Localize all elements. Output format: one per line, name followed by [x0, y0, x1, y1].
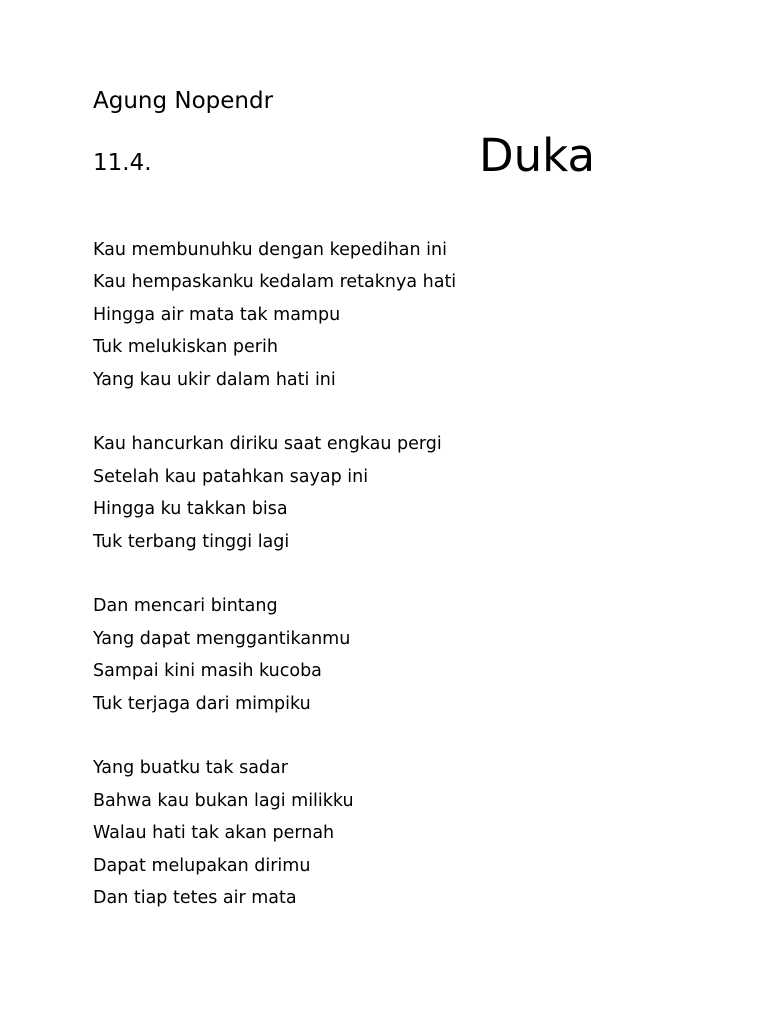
poem-line: Dan tiap tetes air mata	[93, 888, 297, 909]
poem-line: Dapat melupakan dirimu	[93, 855, 311, 876]
poem-title: Duka	[479, 129, 596, 182]
stanza-separator	[93, 396, 713, 428]
poem-line: Hingga ku takkan bisa	[93, 499, 288, 520]
stanza-1	[93, 234, 713, 396]
author-name: Agung Nopendr	[93, 88, 274, 114]
poem-line: Sampai kini masih kucoba	[93, 661, 322, 682]
poem-line: Yang dapat menggantikanmu	[93, 628, 351, 649]
poem-line: Tuk terbang tinggi lagi	[93, 531, 290, 552]
stanza-4	[93, 752, 713, 914]
stanza-2	[93, 428, 713, 558]
stanza-separator	[93, 558, 713, 590]
poem-line: Dan mencari bintang	[93, 596, 278, 617]
poem-line: Tuk melukiskan perih	[93, 337, 278, 358]
poem-date: 11.4.	[93, 150, 152, 176]
poem-line: Walau hati tak akan pernah	[93, 823, 335, 844]
poem-line: Yang buatku tak sadar	[93, 758, 288, 779]
poem-line: Hingga air mata tak mampu	[93, 304, 341, 325]
poem-line: Kau membunuhku dengan kepedihan ini	[93, 240, 447, 260]
poem-body	[93, 234, 713, 914]
poem-line: Kau hempaskanku kedalam retaknya hati	[93, 272, 457, 293]
stanza-separator	[93, 720, 713, 752]
poem-line: Tuk terjaga dari mimpiku	[93, 693, 311, 714]
poem-line: Setelah kau patahkan sayap ini	[93, 466, 369, 487]
poem-line: Yang kau ukir dalam hati ini	[93, 369, 336, 390]
stanza-3	[93, 590, 713, 720]
poem-line: Bahwa kau bukan lagi milikku	[93, 790, 354, 811]
poem-line: Kau hancurkan diriku saat engkau pergi	[93, 434, 442, 455]
